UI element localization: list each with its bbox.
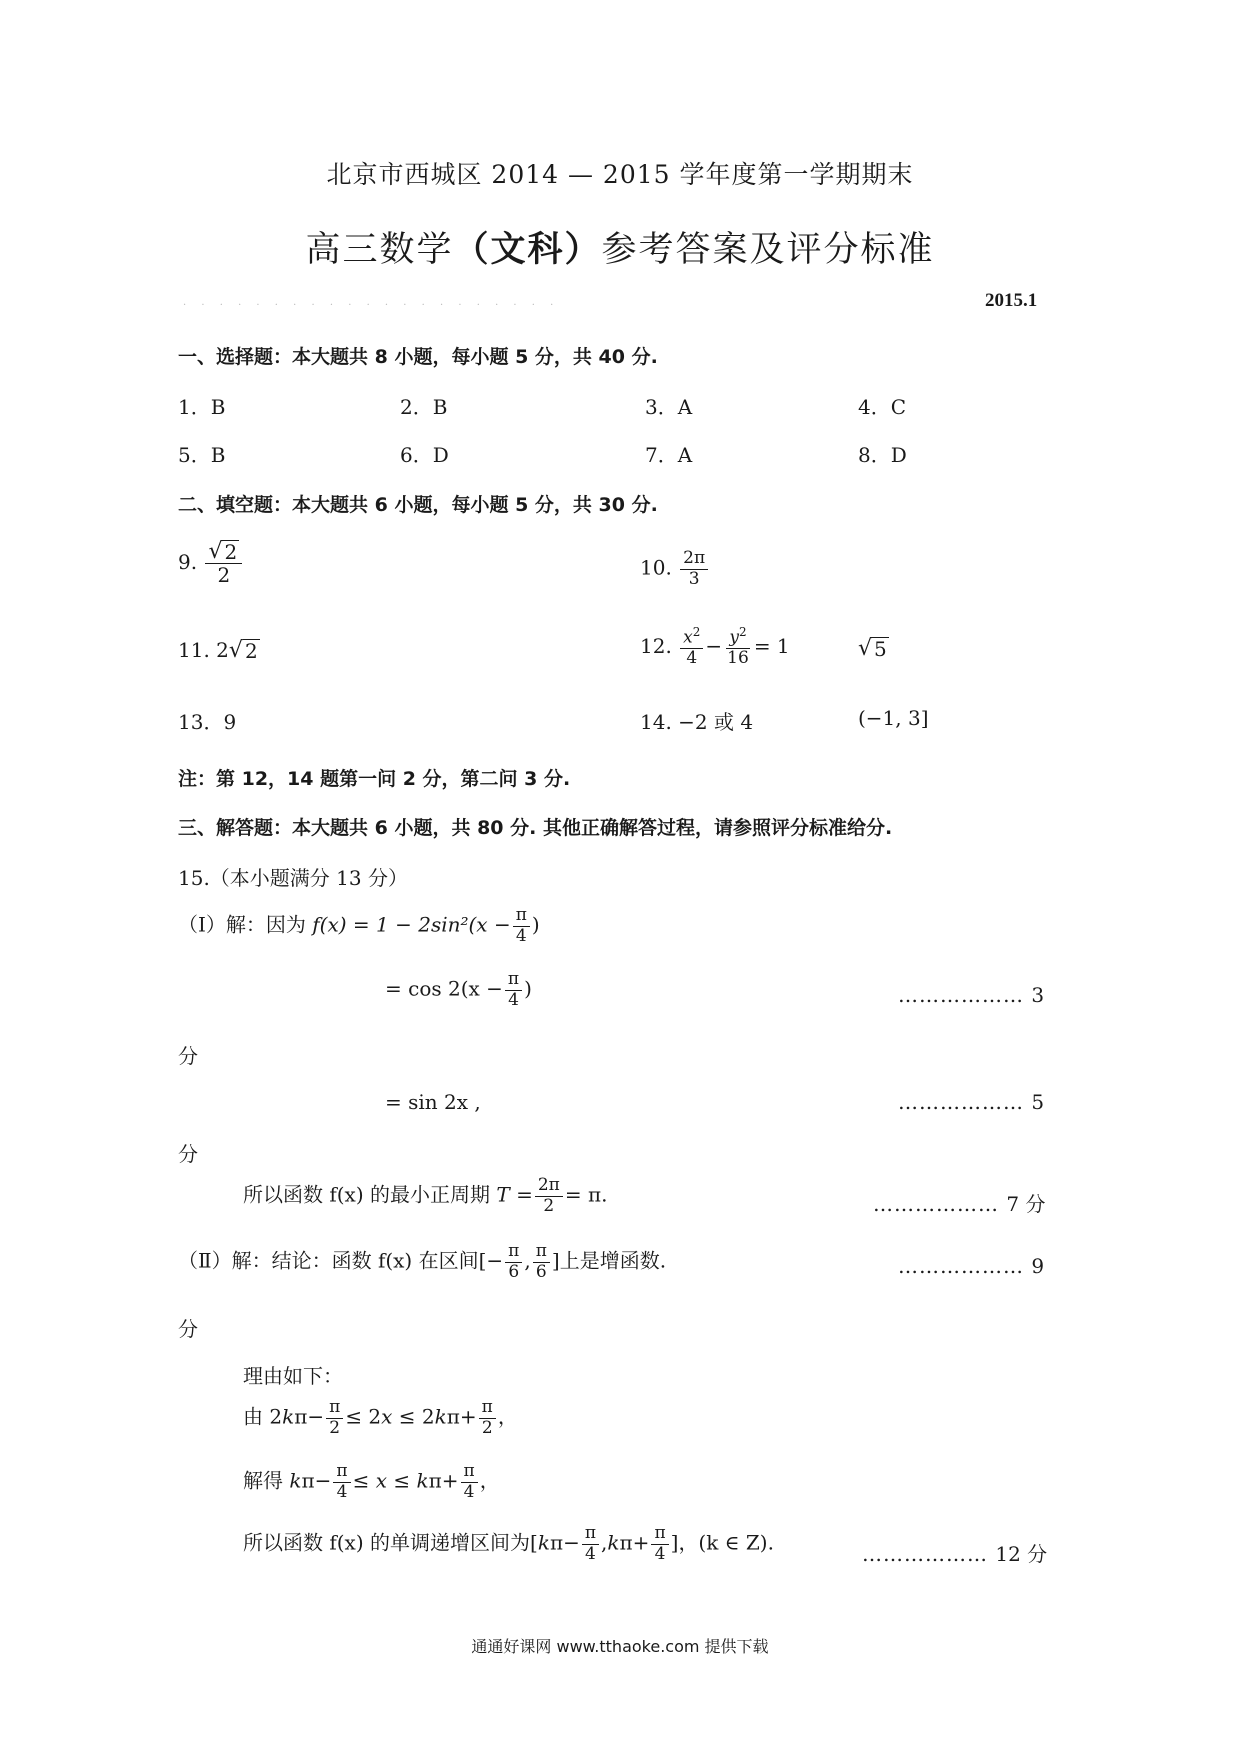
fen-wrap: 分 (178, 1142, 198, 1166)
mc-answer: 4．C (858, 395, 907, 419)
q12-num1: x (683, 627, 693, 648)
score-3: ……………… 3 (898, 983, 1045, 1007)
mc-answer: 6．D (400, 443, 449, 467)
section3-heading: 三、解答题：本大题共 6 小题，共 80 分. 其他正确解答过程，请参照评分标准给分. (178, 817, 893, 839)
q9-denominator: 2 (217, 563, 231, 587)
q9-fraction: √ 2 2 (205, 540, 242, 587)
section2-heading: 二、填空题：本大题共 6 小题，每小题 5 分，共 30 分. (178, 494, 658, 516)
score-12: ……………… 12 分 (862, 1542, 1048, 1566)
solve-label: 解得 (243, 1468, 283, 1493)
mono-text: 所以函数 f(x) 的单调递增区间为 (243, 1530, 531, 1555)
q10-label: 10. (640, 555, 672, 580)
mc-answer: 7．A (645, 443, 693, 467)
q9-numerator: 2 (224, 540, 238, 564)
q10-numerator: 2π (680, 549, 708, 570)
q11-coefficient: 2 (216, 638, 229, 662)
title-suffix: 参考答案及评分标准 (601, 230, 935, 270)
fen-wrap: 分 (178, 1317, 198, 1341)
q12-second-radicand: 5 (874, 637, 887, 661)
document-title (0, 222, 1240, 272)
q14-answer: −2 或 4 (678, 710, 754, 734)
mc-answer: 8．D (858, 443, 907, 467)
fill-answer-11: 11. 2 √ 2 (178, 638, 258, 663)
period-fraction: $\frac{2\pi}{2}$ (535, 1176, 563, 1216)
section1-heading: 一、选择题：本大题共 8 小题，每小题 5 分，共 40 分. (178, 346, 658, 368)
fill-answer-10 (640, 549, 710, 589)
q12-fraction-1: $\frac{x^2}{4}$ (680, 626, 703, 669)
q12-num2: y (729, 627, 739, 648)
period-text: 所以函数 f(x) 的最小正周期 (243, 1182, 491, 1207)
score-9: ……………… 9 (898, 1254, 1045, 1278)
fill-answer-12: 12. $\frac{x^2}{4}$ − $\frac{y^2}{16}$ = 1 (640, 625, 790, 669)
monotonic-line: 所以函数 f(x) 的单调递增区间为[kπ− $\frac{\pi}{4}$ ,kπ+ $\frac{\pi}{4}$ ]，(k ∈ Z). (243, 1523, 774, 1564)
q12-den2: 16 (727, 648, 749, 669)
fill-answer-14-second: (−1, 3] (858, 706, 929, 730)
q15-period (243, 1176, 607, 1216)
by-label: 由 (243, 1404, 263, 1429)
pi-over-4: $\frac{\pi}{4}$ (513, 906, 530, 946)
period-T: T = (496, 1182, 533, 1207)
mc-answer: 3．A (645, 395, 693, 419)
line1-expression: f(x) = 1 − 2sin²(x − (312, 912, 511, 937)
mc-answer: 2．B (400, 395, 448, 419)
mc-answer: 1．B (178, 395, 226, 419)
title-bold: （文科） (453, 229, 602, 270)
q10-denominator: 3 (688, 568, 700, 589)
document-subtitle: 北京市西城区 2014 — 2015 学年度第一学期期末 (326, 160, 914, 189)
fill-answer-9 (178, 540, 244, 587)
reason-heading: 理由如下： (243, 1364, 343, 1388)
title-prefix: 高三数学 (305, 230, 454, 270)
q10-fraction (680, 549, 708, 589)
q9-label: 9. (178, 550, 198, 574)
q11-radicand: 2 (244, 639, 258, 663)
part2-end: 上是增函数. (559, 1248, 667, 1273)
inequality-line: 由 2kπ− $\frac{\pi}{2}$ ≤ 2x ≤ 2kπ+ $\frac{\pi}{2}$ ， (243, 1397, 518, 1438)
mc-answer: 5．B (178, 443, 226, 467)
q14-label: 14. (640, 710, 672, 734)
q12-den1: 4 (686, 648, 698, 669)
dotted-guide: · · · · · · · · · · · · · · · · · · · · · (183, 300, 560, 311)
q15-line3: = sin 2x , (385, 1090, 481, 1114)
part2-label: （Ⅱ）解：结论：函数 f(x) 在区间 (178, 1248, 479, 1273)
q12-rhs: = 1 (753, 633, 790, 658)
solution-line: 解得 kπ− $\frac{\pi}{4}$ ≤ x ≤ kπ+ $\frac{\pi}{4}$ ， (243, 1461, 500, 1502)
document-date: 2015.1 (985, 290, 1038, 311)
footer: 通通好课网 www.tthaoke.com 提供下载 (471, 1637, 769, 1656)
pi-over-4: $\frac{\pi}{4}$ (505, 970, 522, 1010)
mono-end: ，(k ∈ Z). (678, 1530, 774, 1555)
q15-line2: = cos 2(x − $\frac{\pi}{4}$ ) (385, 969, 532, 1010)
fill-answer-12-second: √ 5 (858, 636, 887, 661)
q15-header: 15.（本小题满分 13 分） (178, 866, 408, 890)
q15-part1-line1: （Ⅰ）解：因为 f(x) = 1 − 2sin²(x − $\frac{\pi}{4}$ ) (178, 905, 540, 946)
part1-label: （Ⅰ）解：因为 (178, 912, 306, 937)
line2-expression: = cos 2(x − (385, 976, 503, 1001)
fill-answer-13: 13．9 (178, 710, 237, 734)
fill-answer-14 (640, 706, 753, 735)
fen-wrap: 分 (178, 1044, 198, 1068)
period-end: = π. (564, 1182, 608, 1207)
q12-label: 12. (640, 633, 672, 658)
note: 注：第 12，14 题第一问 2 分，第二问 3 分. (178, 768, 571, 790)
q11-label: 11. (178, 638, 210, 662)
score-5: ……………… 5 (898, 1090, 1045, 1114)
score-7: ……………… 7 分 (873, 1192, 1046, 1216)
q15-part2: （Ⅱ）解：结论：函数 f(x) 在区间[− $\frac{\pi}{6}$ , $\frac{\pi}{6}$ ]上是增函数. (178, 1241, 667, 1282)
q12-fraction-2: $\frac{y^2}{16}$ (724, 626, 752, 669)
